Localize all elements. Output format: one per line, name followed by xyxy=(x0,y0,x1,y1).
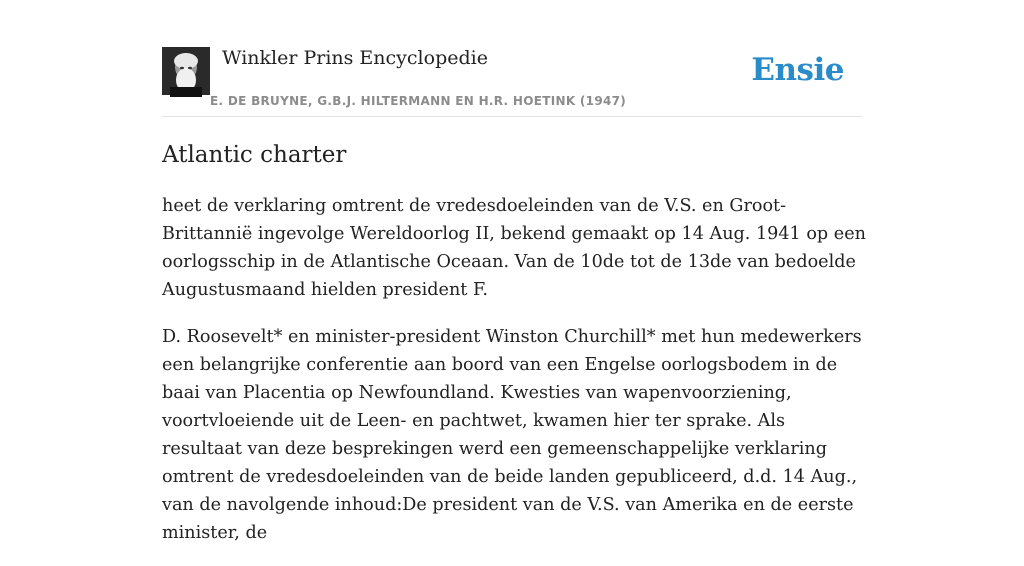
header xyxy=(162,46,862,117)
brand-logo[interactable]: Ensie xyxy=(751,52,844,88)
author-portrait-icon xyxy=(162,47,210,95)
article-paragraph: D. Roosevelt* en minister-president Winston Churchill* met hun medewerkers een belangrijke conferentie aan boord van een Engelse oorlogsbodem in de baai van Placentia op Newfoundland. Kwesties van wapenvoorziening, voortvloeiende uit de Leen- en pachtwet, kwamen hier ter sprake. Als resultaat van deze besprekingen werd een gemeenschappelijke verklaring omtrent de vredesdoeleinden van de beide landen gepubliceerd, d.d. 14 Aug., van de navolgende inhoud:De president van de V.S. van Amerika en de eerste minister, de xyxy=(162,327,862,543)
article-title: Atlantic charter xyxy=(162,142,347,168)
authors-line: E. DE BRUYNE, G.B.J. HILTERMANN EN H.R. HOETINK (1947) xyxy=(210,94,627,108)
book-title[interactable]: Winkler Prins Encyclopedie xyxy=(222,47,488,69)
article-body xyxy=(162,192,866,566)
author-avatar[interactable] xyxy=(162,47,210,95)
article-paragraph: heet de verklaring omtrent de vredesdoeleinden van de V.S. en Groot-Brittannië ingevolge Wereldoorlog II, bekend gemaakt op 14 Aug. 1941 op een oorlogsschip in de Atlantische Oceaan. Van de 10de tot de 13de van bedoelde Augustusmaand hielden president F. xyxy=(162,196,866,300)
